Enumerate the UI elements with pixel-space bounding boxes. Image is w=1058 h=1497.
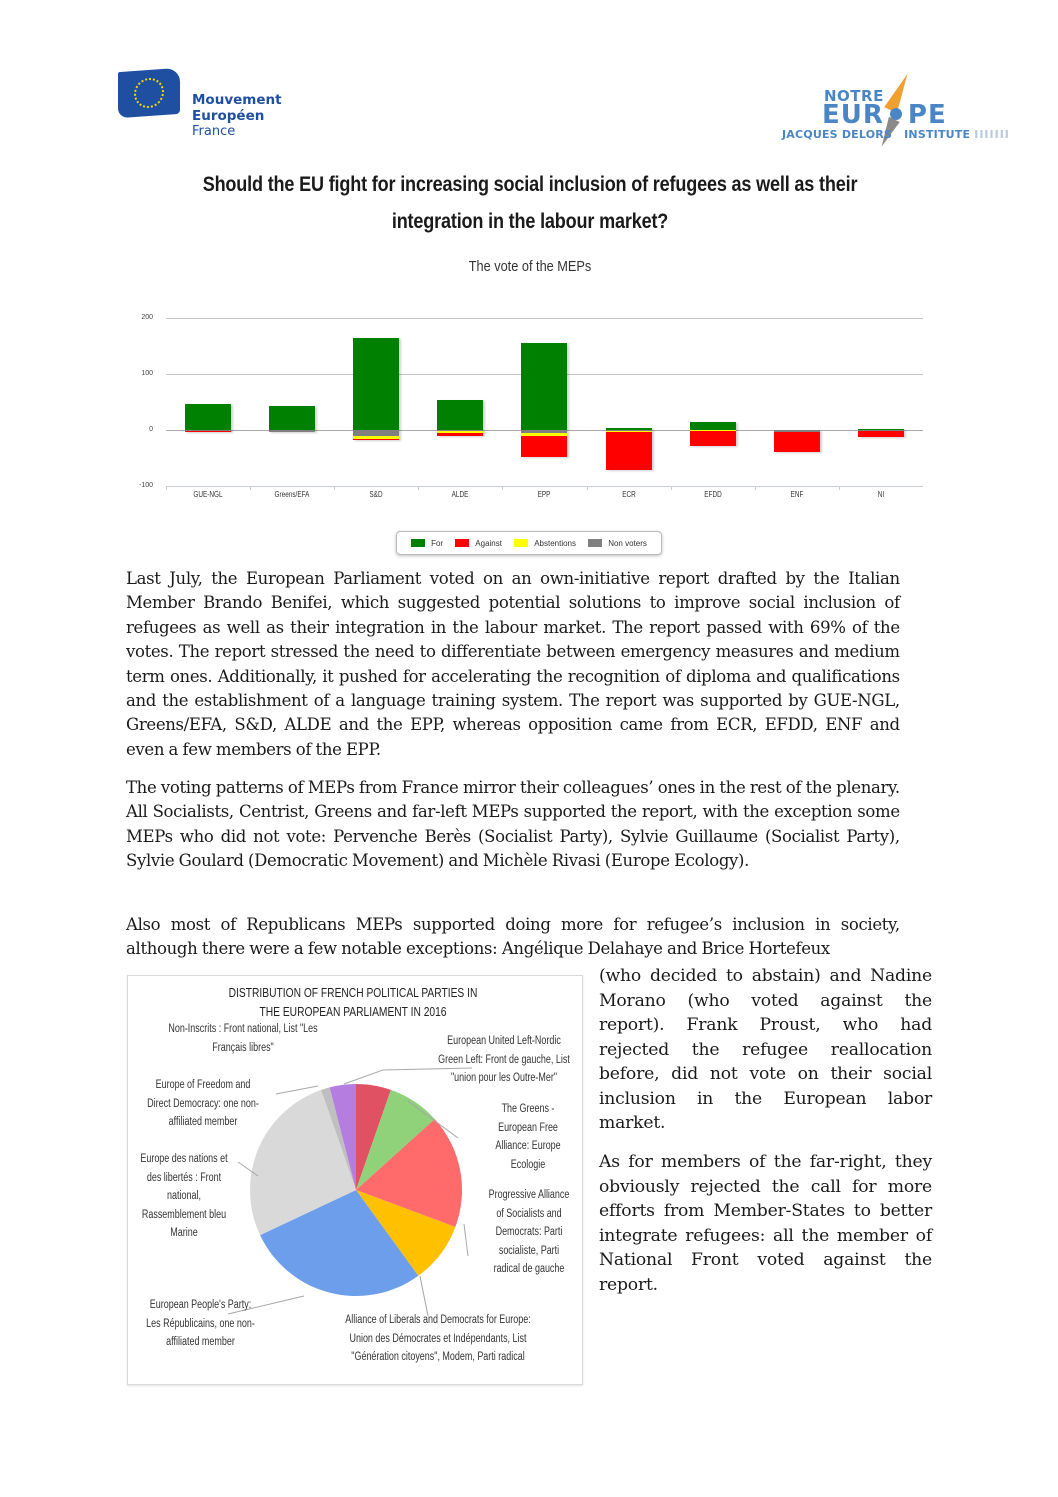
y-tick: 200 (141, 314, 153, 321)
x-tick-label: NI (877, 490, 885, 499)
x-tick-mark (587, 486, 588, 490)
leader-line (464, 1224, 468, 1256)
legend-swatch (455, 539, 469, 547)
pie-label-alde: Alliance of Liberals and Democrats for Europe: Union des Démocrates et Indépendants, List "Génération citoyens", Modem, Parti radical (345, 1314, 531, 1363)
y-tick: 100 (141, 370, 153, 377)
legend-item-against: Against (455, 539, 502, 548)
legend-item-non-voters: Non voters (588, 539, 647, 548)
bar-ni (858, 429, 904, 437)
mouvement-europeen-logo (118, 70, 298, 145)
x-tick-mark (671, 486, 672, 490)
x-tick-mark (334, 486, 335, 490)
paragraph-3-continued: (who decided to abstain) and Nadine Morano (who voted against the report). Frank Proust, who had rejected the refugee reallocation before, did not vote on their social inclusion in the European labor market. (599, 966, 932, 1133)
x-tick-label: EFDD (703, 490, 722, 499)
bar-epp (521, 343, 567, 457)
x-tick-label: GUE-NGL (193, 490, 223, 499)
leader-line (420, 1276, 428, 1316)
bar-efdd (690, 422, 736, 447)
x-tick-mark (166, 486, 167, 490)
y-tick: 0 (149, 426, 153, 433)
pie-label-epp: European People's Party: Les Républicains, one non-affiliated member (146, 1299, 255, 1348)
pie-title: DISTRIBUTION OF FRENCH POLITICAL PARTIES IN THE EUROPEAN PARLIAMENT IN 2016 (228, 986, 478, 1019)
eu-flag-icon (118, 68, 180, 118)
bar-alde (437, 400, 483, 436)
pie-label-sd: Progressive Alliance of Socialists and Democrats: Parti socialiste, Parti radical de gauche (488, 1189, 570, 1275)
bar-enf (774, 430, 820, 452)
legend-item-for: For (411, 539, 443, 548)
chart-legend (396, 531, 662, 555)
leader-line (276, 1086, 318, 1094)
x-tick-label: S&D (369, 490, 383, 499)
bar-chart (128, 300, 928, 510)
pie-label-enf: Europe des nations et des libertés : Front national, Rassemblement bleu Marine (140, 1153, 228, 1239)
logo-line-3: France (192, 124, 236, 139)
legend-swatch (588, 539, 602, 547)
legend-item-abstentions: Abstentions (514, 539, 576, 548)
x-axis (166, 486, 923, 487)
legend-swatch (514, 539, 528, 547)
paragraph-4: As for members of the far-right, they obviously rejected the call for more efforts from Member-States to better integrate refugees: all the member of National Front voted against the report. (599, 1152, 932, 1295)
pie-label-efdd: Europe of Freedom and Direct Democracy: one non-affiliated member (147, 1079, 259, 1128)
page-title: Should the EU fight for increasing social inclusion of refugees as well as their integration in the labour market? (202, 173, 858, 233)
x-tick-mark (839, 486, 840, 490)
paragraph-1: Last July, the European Parliament voted on an own-initiative report drafted by the Italian Member Brando Benifei, which suggested potential solutions to improve social inclusion of refugees as well as their integration in the labour market. The report passed with 69% of the votes. The report stressed the need to differentiate between emergency measures and medium term ones. Additionally, it pushed for accelerating the recognition of diploma and qualifications and the establishment of a language training system. The report was supported by GUE-NGL, Greens/EFA, S&D, ALDE and the EPP, whereas opposition came from ECR, EFDD, ENF and even a few members of the EPP. (126, 569, 900, 760)
chart-subtitle: The vote of the MEPs (468, 258, 592, 275)
gridline (166, 318, 923, 319)
logo-jacques-delors: JACQUES DELORS INSTITUTE IIIIIII (782, 128, 1010, 141)
x-tick-label: ENF (790, 490, 804, 499)
x-tick-mark (250, 486, 251, 490)
bar-ecr (606, 428, 652, 469)
logo-line-2: Européen (192, 108, 265, 124)
pie-chart (127, 975, 583, 1385)
bar-sd (353, 338, 399, 440)
x-tick-label: ALDE (451, 490, 469, 499)
x-tick-label: ECR (621, 490, 636, 499)
x-tick-mark (418, 486, 419, 490)
logo-europe: EUR PE (822, 100, 947, 130)
x-tick-mark (502, 486, 503, 490)
pie-label-greens: The Greens - European Free Alliance: Europe Ecologie (495, 1103, 561, 1171)
legend-swatch (411, 539, 425, 547)
pie-label-gue: European United Left-Nordic Green Left: Front de gauche, List "union pour les Outre-Mer" (438, 1035, 570, 1084)
bar-greensefa (269, 406, 315, 432)
x-tick-mark (755, 486, 756, 490)
x-tick-label: EPP (538, 490, 551, 499)
notre-europe-logo (782, 70, 1010, 150)
logo-line-1: Mouvement (192, 92, 282, 108)
logo-notre: NOTRE (824, 87, 884, 105)
pie-label-ni: Non-Inscrits : Front national, List "Les Français libres" (168, 1023, 318, 1054)
y-tick: -100 (138, 482, 153, 489)
bar-guengl (185, 404, 231, 432)
paragraph-2: The voting patterns of MEPs from France mirror their colleagues’ ones in the rest of the plenary. All Socialists, Centrist, Greens and far-left MEPs supported the report, with the exception some MEPs who did not vote: Pervenche Berès (Socialist Party), Sylvie Guillaume (Socialist Party), Sylvie Goulard (Democratic Movement) and Michèle Rivasi (Europe Ecology). (126, 778, 900, 872)
paragraph-3-intro: Also most of Republicans MEPs supported doing more for refugee’s inclusion in society, although there were a few notable exceptions: Angélique Delahaye and Brice Hortefeux (126, 915, 900, 960)
leader-line (344, 1070, 383, 1084)
x-tick-label: Greens/EFA (274, 490, 310, 499)
